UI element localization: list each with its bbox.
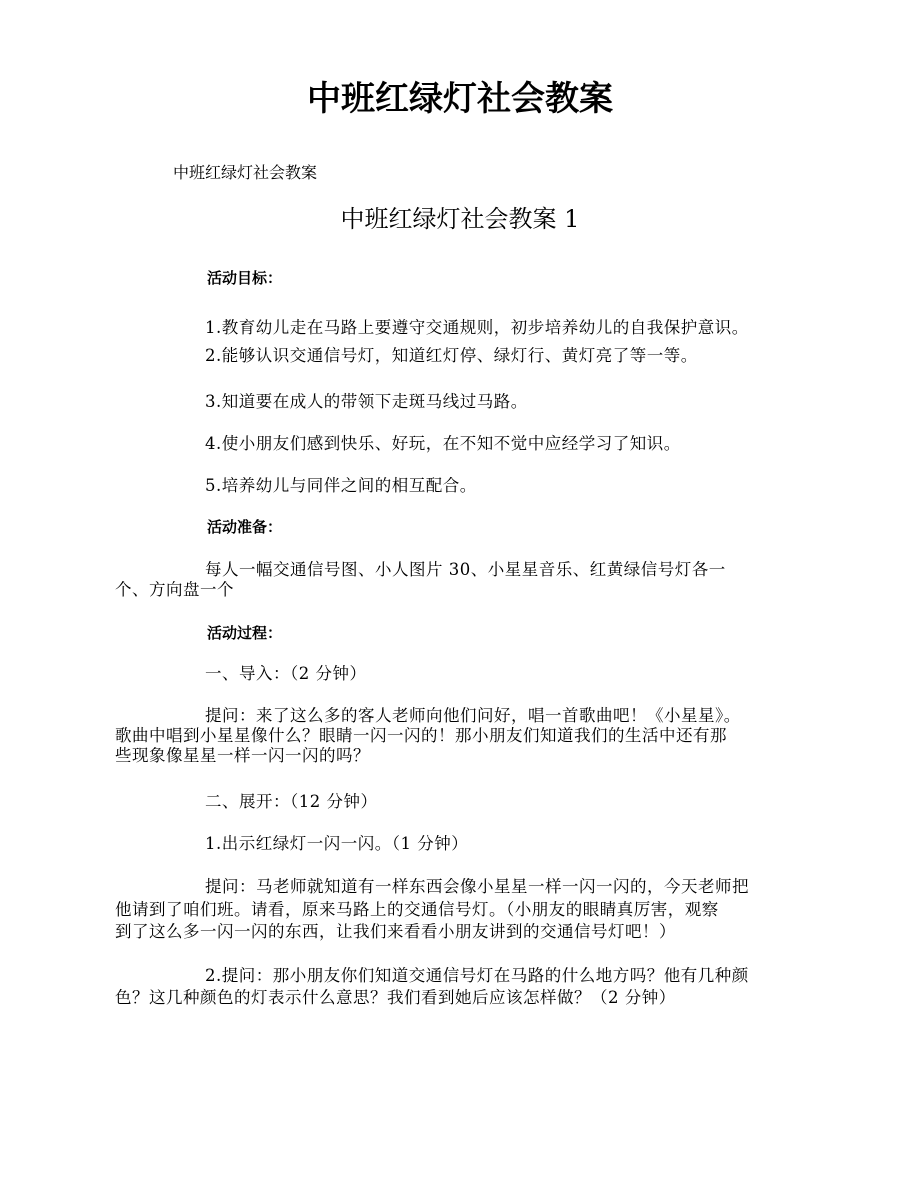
- question-line: 2.提问：那小朋友你们知道交通信号灯在马路的什么地方吗？他有几种颜: [205, 966, 749, 985]
- goal-item: 3.知道要在成人的带领下走斑马线过马路。: [205, 392, 528, 411]
- goal-item: 2.能够认识交通信号灯，知道红灯停、绿灯行、黄灯亮了等一等。: [205, 346, 698, 365]
- question-line: 色？这几种颜色的灯表示什么意思？我们看到她后应该怎样做？（2 分钟）: [115, 988, 676, 1007]
- question-line: 他请到了咱们班。请看，原来马路上的交通信号灯。（小朋友的眼睛真厉害，观察: [115, 900, 719, 919]
- goal-item: 5.培养幼儿与同伴之间的相互配合。: [205, 476, 477, 495]
- goal-item: 1.教育幼儿走在马路上要遵守交通规则，初步培养幼儿的自我保护意识。: [205, 318, 749, 337]
- prep-line: 每人一幅交通信号图、小人图片 30、小星星音乐、红黄绿信号灯各一: [205, 560, 726, 579]
- question-line: 提问：来了这么多的客人老师向他们问好，唱一首歌曲吧！《小星星》。: [205, 706, 741, 725]
- goal-item: 4.使小朋友们感到快乐、好玩，在不知不觉中应经学习了知识。: [205, 434, 681, 453]
- step-intro: 一、导入：（2 分钟）: [205, 664, 367, 683]
- question-line: 提问：马老师就知道有一样东西会像小星星一样一闪一闪的，今天老师把: [205, 877, 749, 896]
- prep-line: 个、方向盘一个: [115, 580, 234, 599]
- step-expand: 二、展开：（12 分钟）: [205, 792, 378, 811]
- question-line: 到了这么多一闪一闪的东西，让我们来看看小朋友讲到的交通信号灯吧！）: [115, 922, 676, 941]
- document-subtitle: 中班红绿灯社会教案: [173, 163, 318, 182]
- document-title: 中班红绿灯社会教案: [307, 79, 613, 119]
- section-title: 中班红绿灯社会教案 1: [340, 205, 580, 233]
- step-expand-1: 1.出示红绿灯一闪一闪。（1 分钟）: [205, 834, 469, 853]
- question-line: 些现象像星星一样一闪一闪的吗？: [115, 746, 370, 765]
- goals-heading: 活动目标：: [207, 269, 283, 287]
- question-line: 歌曲中唱到小星星像什么？眼睛一闪一闪的！那小朋友们知道我们的生活中还有那: [115, 726, 727, 745]
- process-heading: 活动过程：: [207, 624, 283, 642]
- prep-heading: 活动准备：: [207, 518, 283, 536]
